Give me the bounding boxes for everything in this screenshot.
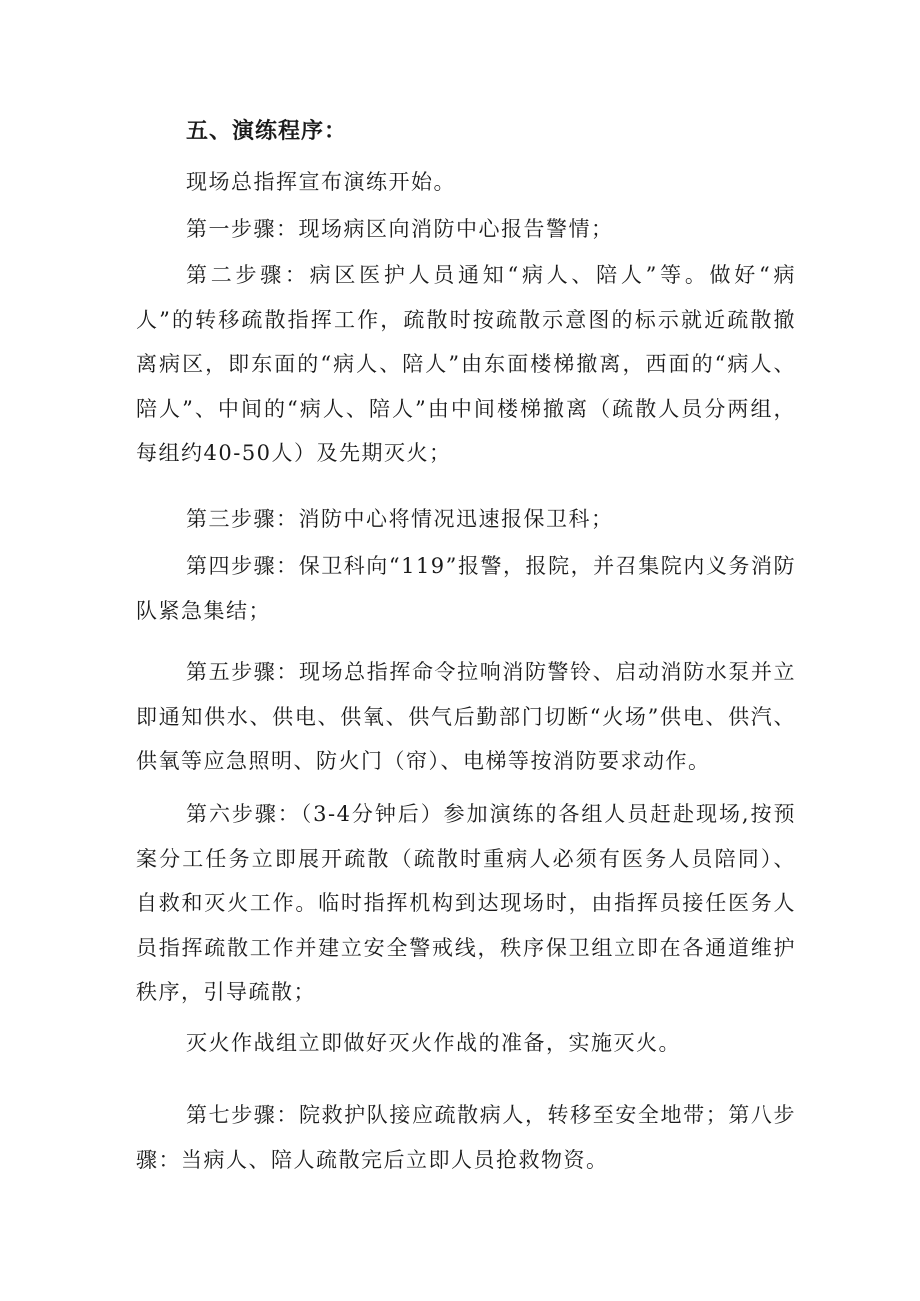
section-heading: 五、演练程序： [186, 119, 348, 144]
paragraph-step-3: 第三步骤：消防中心将情况迅速报保卫科； [186, 507, 614, 531]
paragraph-step-7-8: 第七步骤：院救护队接应疏散病人，转移至安全地带；第八步骤：当病人、陪人疏散完后立即人员抢救物资。 [136, 1103, 796, 1172]
paragraph-step-1: 第一步骤：现场病区向消防中心报告警情； [186, 217, 614, 241]
paragraph-step-5: 第五步骤：现场总指挥命令拉响消防警铃、启动消防水泵并立即通知供水、供电、供氧、供气后勤部门切断“火场”供电、供汽、供氧等应急照明、防火门（帘）、电梯等按消防要求动作。 [136, 660, 796, 773]
paragraph-step-4: 第四步骤：保卫科向“119”报警，报院，并召集院内义务消防队紧急集结； [136, 554, 796, 623]
paragraph-step-2: 第二步骤：病区医护人员通知“病人、陪人”等。做好“病人”的转移疏散指挥工作，疏散时按疏散示意图的标示就近疏散撤离病区，即东面的“病人、陪人”由东面楼梯撤离，西面的“病人、陪人”、中间的“病人、陪人”由中间楼梯撤离（疏散人员分两组，每组约40-50人）及先期灭火； [136, 263, 796, 465]
paragraph-drill-start: 现场总指挥宣布演练开始。 [186, 170, 456, 194]
paragraph-step-6: 第六步骤：（3-4分钟后）参加演练的各组人员赶赴现场,按预案分工任务立即展开疏散（疏散时重病人必须有医务人员陪同）、自救和灭火工作。临时指挥机构到达现场时，由指挥员接任医务人员指挥疏散工作并建立安全警戒线，秩序保卫组立即在各通道维护秩序，引导疏散； [136, 802, 796, 1004]
paragraph-firefighting: 灭火作战组立即做好灭火作战的准备，实施灭火。 [186, 1031, 681, 1055]
